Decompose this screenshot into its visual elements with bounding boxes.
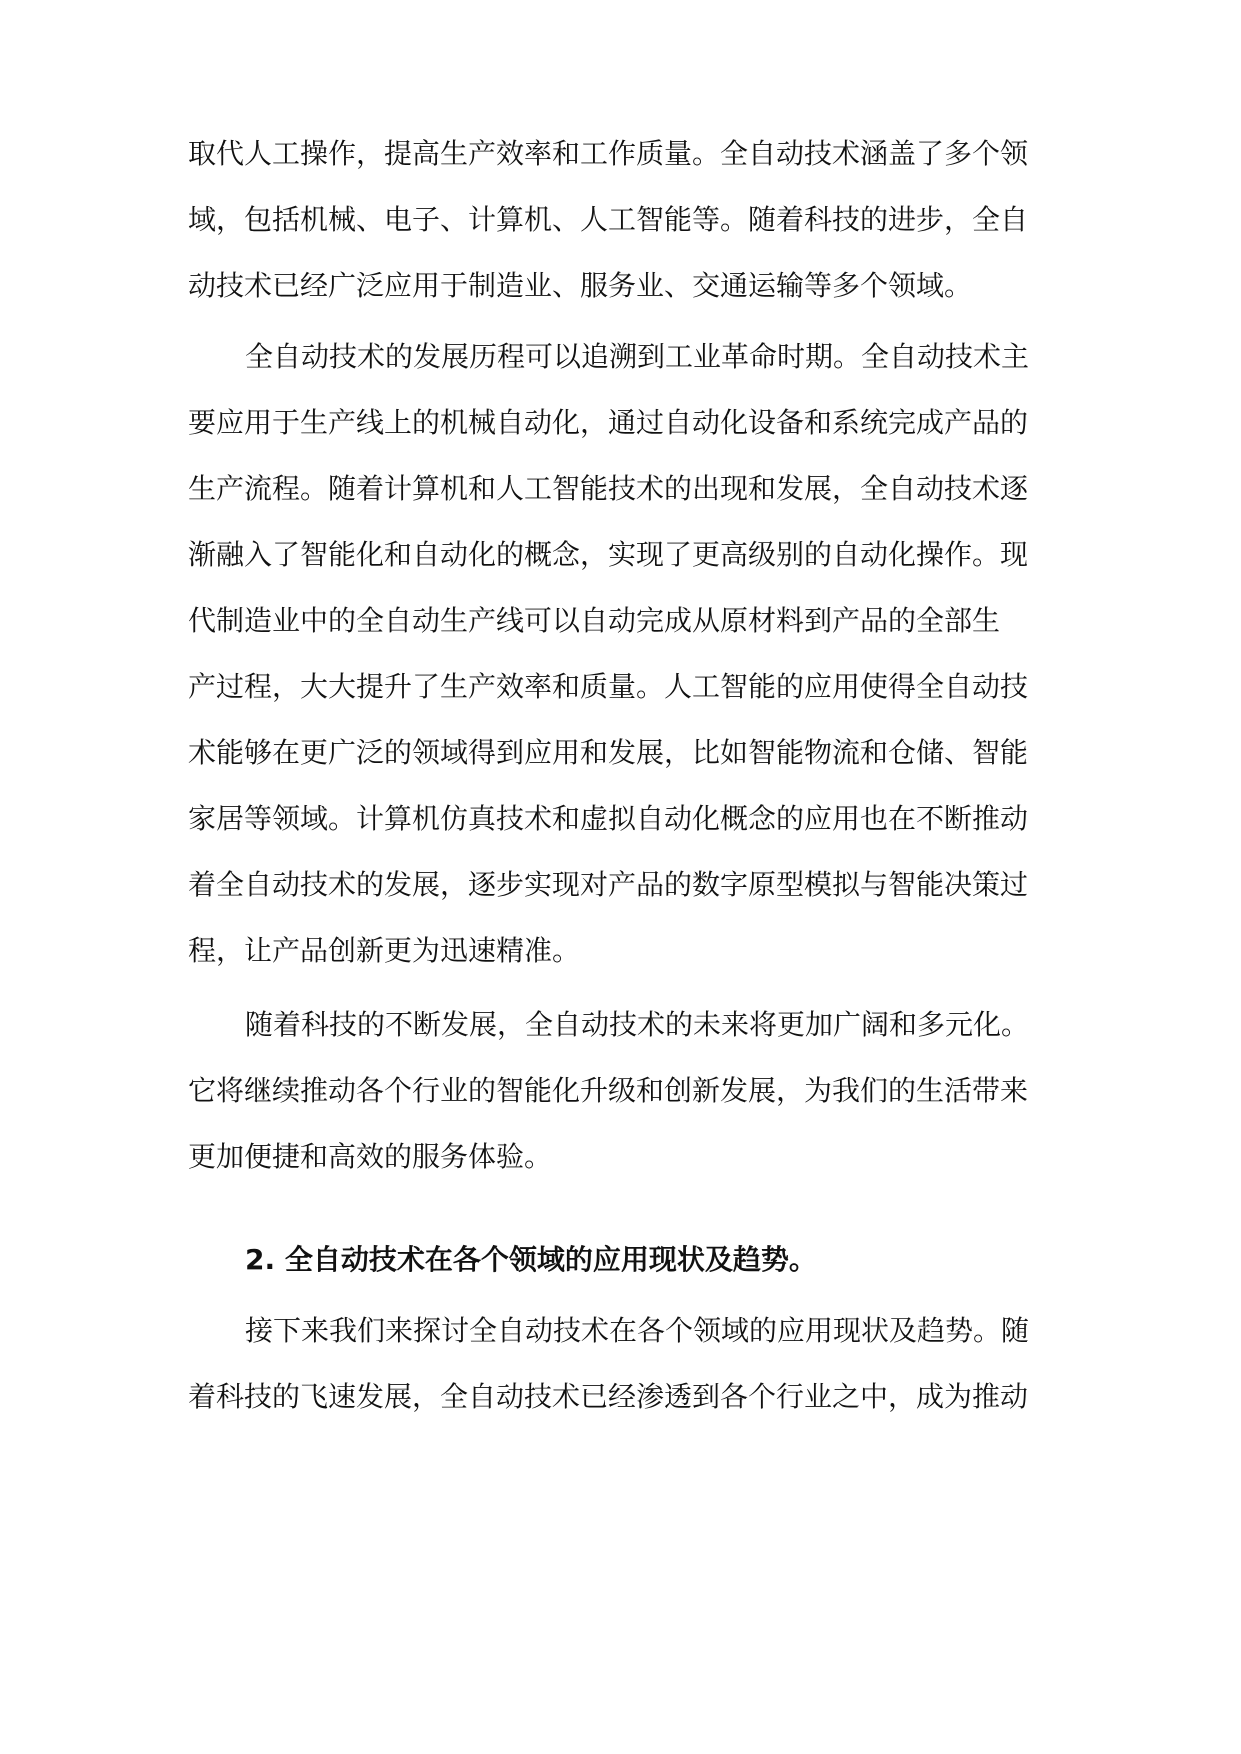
paragraph-2-line-7: 术能够在更广泛的领域得到应用和发展，比如智能物流和仓储、智能 <box>188 736 1029 769</box>
paragraph-3-line-2: 它将继续推动各个行业的智能化升级和创新发展，为我们的生活带来 <box>188 1074 1029 1107</box>
paragraph-4-line-2: 着科技的飞速发展，全自动技术已经渗透到各个行业之中，成为推动 <box>188 1380 1029 1413</box>
paragraph-2-line-5: 代制造业中的全自动生产线可以自动完成从原材料到产品的全部生 <box>188 604 1001 637</box>
paragraph-2-line-3: 生产流程。随着计算机和人工智能技术的出现和发展，全自动技术逐 <box>188 472 1029 505</box>
paragraph-2-line-6: 产过程，大大提升了生产效率和质量。人工智能的应用使得全自动技 <box>188 670 1029 703</box>
paragraph-2-line-2: 要应用于生产线上的机械自动化，通过自动化设备和系统完成产品的 <box>188 406 1029 439</box>
paragraph-3-line-3: 更加便捷和高效的服务体验。 <box>188 1140 553 1173</box>
paragraph-2-line-8: 家居等领域。计算机仿真技术和虚拟自动化概念的应用也在不断推动 <box>188 802 1029 835</box>
section-heading: 2. 全自动技术在各个领域的应用现状及趋势。 <box>245 1243 817 1276</box>
paragraph-1-line-3: 动技术已经广泛应用于制造业、服务业、交通运输等多个领域。 <box>188 269 973 302</box>
paragraph-4-line-1: 接下来我们来探讨全自动技术在各个领域的应用现状及趋势。随 <box>245 1314 1030 1347</box>
paragraph-2-line-1: 全自动技术的发展历程可以追溯到工业革命时期。全自动技术主 <box>245 340 1030 373</box>
paragraph-1-line-2: 域，包括机械、电子、计算机、人工智能等。随着科技的进步，全自 <box>188 203 1029 236</box>
paragraph-2-line-4: 渐融入了智能化和自动化的概念，实现了更高级别的自动化操作。现 <box>188 538 1029 571</box>
paragraph-2-line-10: 程，让产品创新更为迅速精准。 <box>188 934 581 967</box>
paragraph-2-line-9: 着全自动技术的发展，逐步实现对产品的数字原型模拟与智能决策过 <box>188 868 1029 901</box>
paragraph-1-line-1: 取代人工操作，提高生产效率和工作质量。全自动技术涵盖了多个领 <box>188 137 1029 170</box>
paragraph-3-line-1: 随着科技的不断发展，全自动技术的未来将更加广阔和多元化。 <box>245 1008 1030 1041</box>
